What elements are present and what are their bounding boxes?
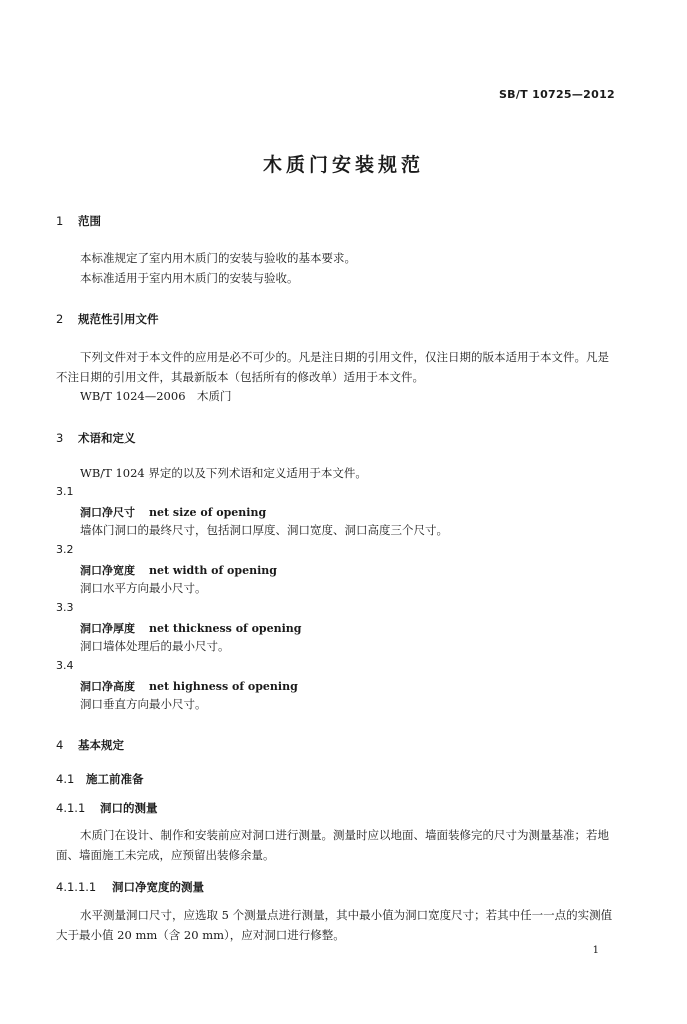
section-4-heading bbox=[56, 737, 124, 753]
term-english: net highness of opening bbox=[149, 680, 298, 693]
term-number: 3.1 bbox=[56, 485, 74, 498]
term-heading bbox=[80, 620, 302, 636]
term-english: net thickness of opening bbox=[149, 622, 302, 635]
term-heading bbox=[80, 504, 266, 520]
section-2-heading bbox=[56, 311, 159, 327]
section-1-heading bbox=[56, 213, 101, 229]
section-number: 1 bbox=[56, 214, 64, 228]
term-chinese: 洞口净高度 bbox=[80, 680, 135, 693]
section-title: 洞口净宽度的测量 bbox=[112, 880, 204, 894]
section-title: 范围 bbox=[78, 214, 101, 228]
section-title: 术语和定义 bbox=[78, 431, 136, 445]
term-chinese: 洞口净尺寸 bbox=[80, 506, 135, 519]
width-measurement-paragraph: 水平测量洞口尺寸，应选取 5 个测量点进行测量，其中最小值为洞口宽度尺寸；若其中任一一点的实测值大于最小值 20 mm（含 20 mm），应对洞口进行修整。 bbox=[56, 908, 613, 942]
section-number: 4.1 bbox=[56, 772, 75, 786]
section-number: 3 bbox=[56, 431, 64, 445]
section-title: 施工前准备 bbox=[86, 772, 144, 786]
scope-line-2: 本标准适用于室内用木质门的安装与验收。 bbox=[80, 271, 299, 285]
subsection-4-1-1-heading bbox=[56, 800, 158, 816]
scope-line-1: 本标准规定了室内用木质门的安装与验收的基本要求。 bbox=[80, 251, 356, 265]
opening-measurement-paragraph: 木质门在设计、制作和安装前应对洞口进行测量。测量时应以地面、墙面装修完的尺寸为测量基准；若地面、墙面施工未完成，应预留出装修余量。 bbox=[56, 828, 609, 862]
section-number: 4 bbox=[56, 738, 64, 752]
term-chinese: 洞口净宽度 bbox=[80, 564, 135, 577]
term-number: 3.4 bbox=[56, 659, 74, 672]
document-number: SB/T 10725—2012 bbox=[498, 88, 615, 101]
section-number: 2 bbox=[56, 312, 64, 326]
section-title: 规范性引用文件 bbox=[78, 312, 159, 326]
term-chinese: 洞口净厚度 bbox=[80, 622, 135, 635]
terms-intro: WB/T 1024 界定的以及下列术语和定义适用于本文件。 bbox=[80, 466, 367, 480]
term-english: net size of opening bbox=[149, 506, 267, 519]
reference-item: WB/T 1024—2006 木质门 bbox=[80, 389, 232, 403]
document-title: 木质门安装规范 bbox=[262, 154, 424, 176]
section-number: 4.1.1.1 bbox=[56, 880, 97, 894]
normative-references-paragraph: 下列文件对于本文件的应用是必不可少的。凡是注日期的引用文件，仅注日期的版本适用于本文件。凡是不注日期的引用文件，其最新版本（包括所有的修改单）适用于本文件。 bbox=[56, 350, 609, 384]
term-definition: 墙体门洞口的最终尺寸，包括洞口厚度、洞口宽度、洞口高度三个尺寸。 bbox=[80, 523, 448, 537]
section-number: 4.1.1 bbox=[56, 801, 86, 815]
section-title: 基本规定 bbox=[78, 738, 124, 752]
term-definition: 洞口垂直方向最小尺寸。 bbox=[80, 697, 207, 711]
term-definition: 洞口水平方向最小尺寸。 bbox=[80, 581, 207, 595]
term-heading bbox=[80, 678, 298, 694]
term-number: 3.3 bbox=[56, 601, 74, 614]
term-heading bbox=[80, 562, 277, 578]
term-number: 3.2 bbox=[56, 543, 74, 556]
term-definition: 洞口墙体处理后的最小尺寸。 bbox=[80, 639, 230, 653]
subsection-4-1-heading bbox=[56, 771, 144, 787]
term-english: net width of opening bbox=[149, 564, 277, 577]
subsection-4-1-1-1-heading bbox=[56, 879, 204, 895]
page-number: 1 bbox=[592, 945, 599, 956]
section-3-heading bbox=[56, 430, 136, 446]
section-title: 洞口的测量 bbox=[100, 801, 158, 815]
